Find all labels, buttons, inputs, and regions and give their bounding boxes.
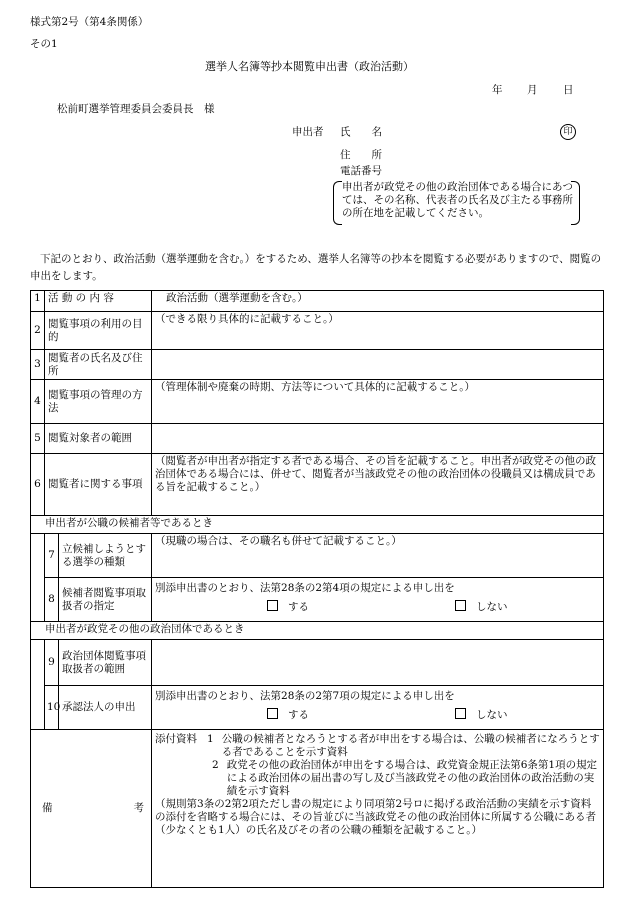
section-heading-candidate: 申出者が公職の候補者等であるとき (31, 516, 604, 534)
date-day-label: 日 (563, 84, 574, 96)
table-row (31, 291, 604, 312)
row-value[interactable]: （管理体制や廃棄の時期、方法等について具体的に記載すること。） (152, 380, 604, 424)
row-label: 活 動 の 内 容 (45, 291, 152, 312)
row-num: 2 (31, 312, 45, 350)
applicant-note: 申出者が政党その他の政治団体である場合にあつては、その名称、代表者の氏名及び主たる事務所の所在地を記載してください。 (342, 181, 573, 219)
applicant-label: 申出者 (292, 126, 324, 138)
row-num: 6 (31, 454, 45, 516)
option-group (155, 600, 600, 614)
row-label: 承認法人の申出 (59, 686, 152, 730)
phone-label: 電話番号 (340, 165, 382, 177)
application-table (30, 290, 604, 888)
row-value[interactable] (152, 640, 604, 686)
section-heading-party: 申出者が政党その他の政治団体であるとき (31, 622, 604, 640)
table-row (31, 640, 604, 686)
option-no[interactable] (455, 601, 508, 613)
row-value: 別添申出書のとおり、法第28条の2第4項の規定による申し出を (155, 582, 455, 594)
row-value[interactable] (152, 350, 604, 380)
row-num: 7 (45, 534, 59, 578)
table-row (31, 454, 604, 516)
row-num: 1 (31, 291, 45, 312)
row-value: 別添申出書のとおり、法第28条の2第7項の規定による申し出を (155, 690, 455, 702)
row-label: 政治団体閲覧事項取扱者の範囲 (59, 640, 152, 686)
row-value[interactable]: （できる限り具体的に記載すること。） (152, 312, 604, 350)
attach-label: 添付資料 (155, 733, 198, 745)
table-row (31, 686, 604, 730)
row-value[interactable] (152, 424, 604, 454)
attach-item-2: 政党その他の政治団体が申出をする場合は、政党資金規正法第6条第1項の規定による政治団体の届出書の写し及び当該政党その他の政治団体の政治活動の実績を示す資料 (226, 759, 598, 797)
table-row (31, 578, 604, 622)
table-row (31, 534, 604, 578)
row-label: 閲覧対象者の範囲 (45, 424, 152, 454)
row-value-options (152, 686, 604, 730)
form-id: 様式第2号（第4条関係） (30, 16, 149, 28)
option-label: しない (476, 709, 508, 721)
remarks-label-cell (31, 730, 152, 888)
remarks-content (152, 730, 604, 888)
row-num: 8 (45, 578, 59, 622)
row-label: 閲覧事項の利用の目的 (45, 312, 152, 350)
table-row (31, 380, 604, 424)
option-label: する (288, 709, 310, 721)
addressee: 松前町選挙管理委員会委員長 様 (57, 103, 215, 115)
option-yes[interactable] (267, 709, 309, 721)
seal-mark: 印 (560, 124, 576, 140)
row-label: 立候補しようとする選挙の種類 (59, 534, 152, 578)
name-label: 氏 名 (340, 126, 382, 138)
row-value[interactable]: （現職の場合は、その職名も併せて記載すること。） (152, 534, 604, 578)
date-year-label: 年 (492, 84, 503, 96)
item2-num: 2 (212, 759, 219, 771)
intro-text: 下記のとおり、政治活動（選挙運動を含む。）をするため、選挙人名簿等の抄本を閲覧する必要がありますので、閲覧の申出をします。 (30, 253, 602, 282)
checkbox[interactable] (455, 708, 466, 719)
row-label: 閲覧事項の管理の方法 (45, 380, 152, 424)
item1-num: 1 (207, 733, 214, 745)
row-value[interactable]: 政治活動（選挙運動を含む。） (152, 291, 604, 312)
row-num: 3 (31, 350, 45, 380)
row-value-options (152, 578, 604, 622)
note-bracket-left (333, 181, 342, 225)
table-row (31, 424, 604, 454)
remarks-note: （規則第3条の2第2項ただし書の規定により同項第2号ロに掲げる政治活動の実績を示す資料の添付を省略する場合には、その旨並びに当該政党その他の政治団体に所属する公職にある者（少なくとも1人）の氏名及びその者の公職の種類を記載すること。） (155, 798, 597, 836)
checkbox[interactable] (267, 600, 278, 611)
row-value[interactable]: （閲覧者が申出者が指定する者である場合、その旨を記載すること。申出者が政党その他の政治団体である場合には、併せて、閲覧者が当該政党その他の政治団体の役職員又は構成員である旨を記載すること。） (152, 454, 604, 516)
row-num: 10 (45, 686, 59, 730)
checkbox[interactable] (267, 708, 278, 719)
address-label: 住 所 (340, 149, 382, 161)
option-no[interactable] (455, 709, 508, 721)
section-heading-row (31, 622, 604, 640)
row-label: 閲覧者の氏名及び住所 (45, 350, 152, 380)
option-group (155, 708, 600, 722)
remarks-row (31, 730, 604, 888)
remarks-label-left: 備 (42, 802, 53, 814)
row-num: 9 (45, 640, 59, 686)
option-label: しない (476, 601, 508, 613)
row-num: 4 (31, 380, 45, 424)
indent-cell (31, 534, 45, 622)
remarks-label-right: 考 (133, 802, 145, 814)
date-month-label: 月 (527, 84, 538, 96)
page-title: 選挙人名簿等抄本閲覧申出書（政治活動） (205, 60, 414, 73)
option-yes[interactable] (267, 601, 309, 613)
sub-id: その1 (30, 38, 58, 50)
row-label: 候補者閲覧事項取扱者の指定 (59, 578, 152, 622)
row-num: 5 (31, 424, 45, 454)
checkbox[interactable] (455, 600, 466, 611)
row-label: 閲覧者に関する事項 (45, 454, 152, 516)
attach-item-1: 公職の候補者となろうとする者が申出をする場合は、公職の候補者になろうとする者であることを示す資料 (221, 733, 600, 758)
table-row (31, 350, 604, 380)
option-label: する (288, 601, 310, 613)
section-heading-row (31, 516, 604, 534)
table-row (31, 312, 604, 350)
indent-cell (31, 640, 45, 730)
